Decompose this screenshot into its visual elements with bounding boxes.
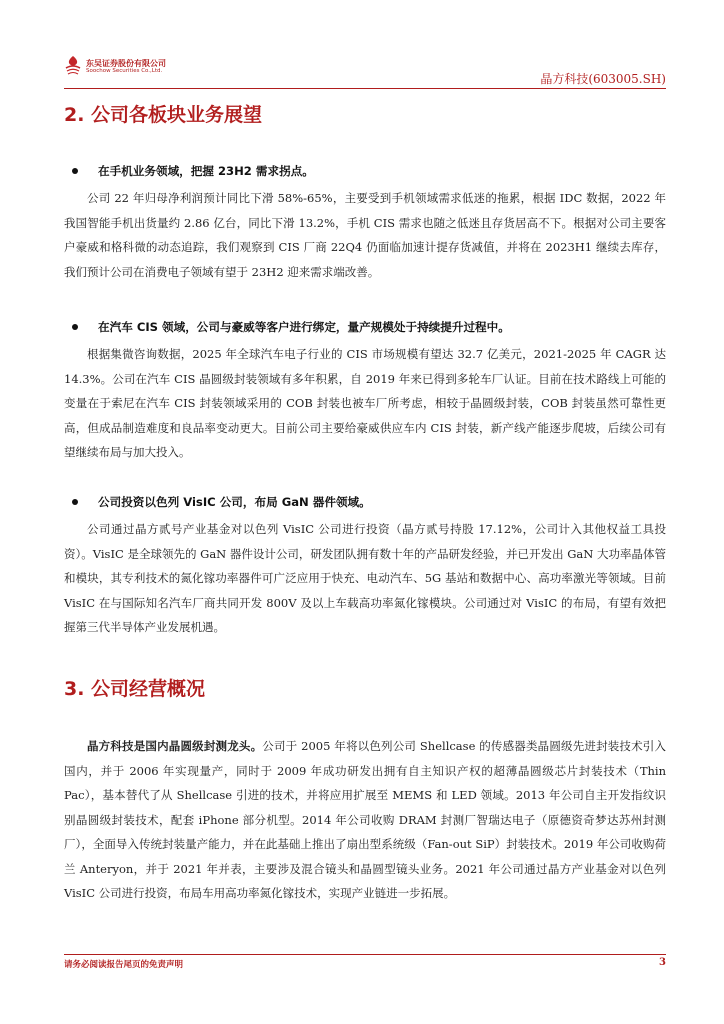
company-name-en: Soochow Securities Co.,Ltd. bbox=[86, 68, 163, 74]
bullet-text-3: 公司投资以色列 VisIC 公司，布局 GaN 器件领域。 bbox=[98, 495, 371, 509]
bullet-heading-3 bbox=[64, 494, 666, 510]
logo-mark-icon bbox=[64, 54, 82, 76]
company-name-cn: 东吴证券股份有限公司 bbox=[86, 59, 166, 68]
footer-divider bbox=[64, 954, 666, 955]
paragraph-4-body: 公司于 2005 年将以色列公司 Shellcase 的传感器类晶圆级先进封装技术引入国内，并于 2006 年实现量产，同时于 2009 年成功研发出拥有自主知识产权的超薄晶圆级芯片封装技术（Thin Pac），基本替代了从 Shellcase 引进的技术，并将应用扩展至 MEMS 和 LED 领域。2013 年公司自主开发指纹识别晶圆级封装技术，配套 iPhone 部分机型。2014 年公司收购 DRAM 封测厂智瑞达电子（原德资奇梦达苏州封测厂），全面导入传统封装量产能力，并在此基础上推出了扇出型系统级（Fan-out SiP）封装技术。2019 年公司收购荷兰 Anteryon，并于 2021 年并表，主要涉及混合镜头和晶圆型镜头业务。2021 年公司通过晶方产业基金对以色列 VisIC 公司进行投资，布局车用高功率氮化镓技术，实现产业链进一步拓展。 bbox=[64, 739, 666, 900]
header-divider bbox=[64, 88, 666, 89]
bullet-dot-icon bbox=[72, 168, 78, 174]
section-2-title: 2. 公司各板块业务展望 bbox=[64, 104, 263, 126]
paragraph-2: 根据集微咨询数据，2025 年全球汽车电子行业的 CIS 市场规模有望达 32.7 亿美元，2021-2025 年 CAGR 达 14.3%。公司在汽车 CIS 晶圆级封装领域有多年积累，自 2019 年来已得到多轮车厂认证。目前在技术路线上可能的变量在于索尼在汽车 CIS 封装领域采用的 COB 封装也被车厂所考虑，相较于晶圆级封装，COB 封装虽然可靠性更高，但成品制造难度和良品率变动更大。目前公司主要给豪威供应车内 CIS 封装，新产线产能逐步爬坡，后续公司有望继续布局与加大投入。 bbox=[64, 347, 666, 459]
company-logo bbox=[64, 54, 264, 80]
section-3-title: 3. 公司经营概况 bbox=[64, 678, 206, 700]
bullet-dot-icon bbox=[72, 324, 78, 330]
bullet-dot-icon bbox=[72, 499, 78, 505]
page-header bbox=[64, 48, 666, 88]
paragraph-1: 公司 22 年归母净利润预计同比下滑 58%-65%，主要受到手机领域需求低迷的拖累，根据 IDC 数据，2022 年我国智能手机出货量约 2.86 亿台，同比下滑 13.2%，手机 CIS 需求也随之低迷且存货居高不下。根据对公司主要客户豪威和格科微的动态追踪，我们观察到 CIS 厂商 22Q4 仍面临加速计提存货减值，并将在 2023H1 继续去库存，我们预计公司在消费电子领域有望于 23H2 迎来需求端改善。 bbox=[64, 191, 666, 279]
paragraph-4-lead: 晶方科技是国内晶圆级封测龙头。 bbox=[87, 739, 263, 753]
stock-ticker: 晶方科技(603005.SH) bbox=[540, 72, 666, 86]
bullet-heading-2 bbox=[64, 319, 666, 335]
bullet-heading-1 bbox=[64, 163, 666, 179]
page-number: 3 bbox=[659, 957, 666, 968]
bullet-text-2: 在汽车 CIS 领域，公司与豪威等客户进行绑定，量产规模处于持续提升过程中。 bbox=[98, 320, 510, 334]
paragraph-3: 公司通过晶方贰号产业基金对以色列 VisIC 公司进行投资（晶方贰号持股 17.12%，公司计入其他权益工具投资）。VisIC 是全球领先的 GaN 器件设计公司，研发团队拥有数十年的产品研发经验，并已开发出 GaN 大功率晶体管和模块，其专利技术的氮化镓功率器件可广泛应用于快充、电动汽车、5G 基站和数据中心、高功率激光等领域。目前 VisIC 在与国际知名汽车厂商共同开发 800V 及以上车载高功率氮化镓模块。公司通过对 VisIC 的布局，有望有效把握第三代半导体产业发展机遇。 bbox=[64, 522, 666, 634]
footer-disclaimer: 请务必阅读报告尾页的免责声明 bbox=[64, 960, 184, 970]
bullet-text-1: 在手机业务领域，把握 23H2 需求拐点。 bbox=[98, 164, 314, 178]
paragraph-4 bbox=[64, 734, 666, 906]
